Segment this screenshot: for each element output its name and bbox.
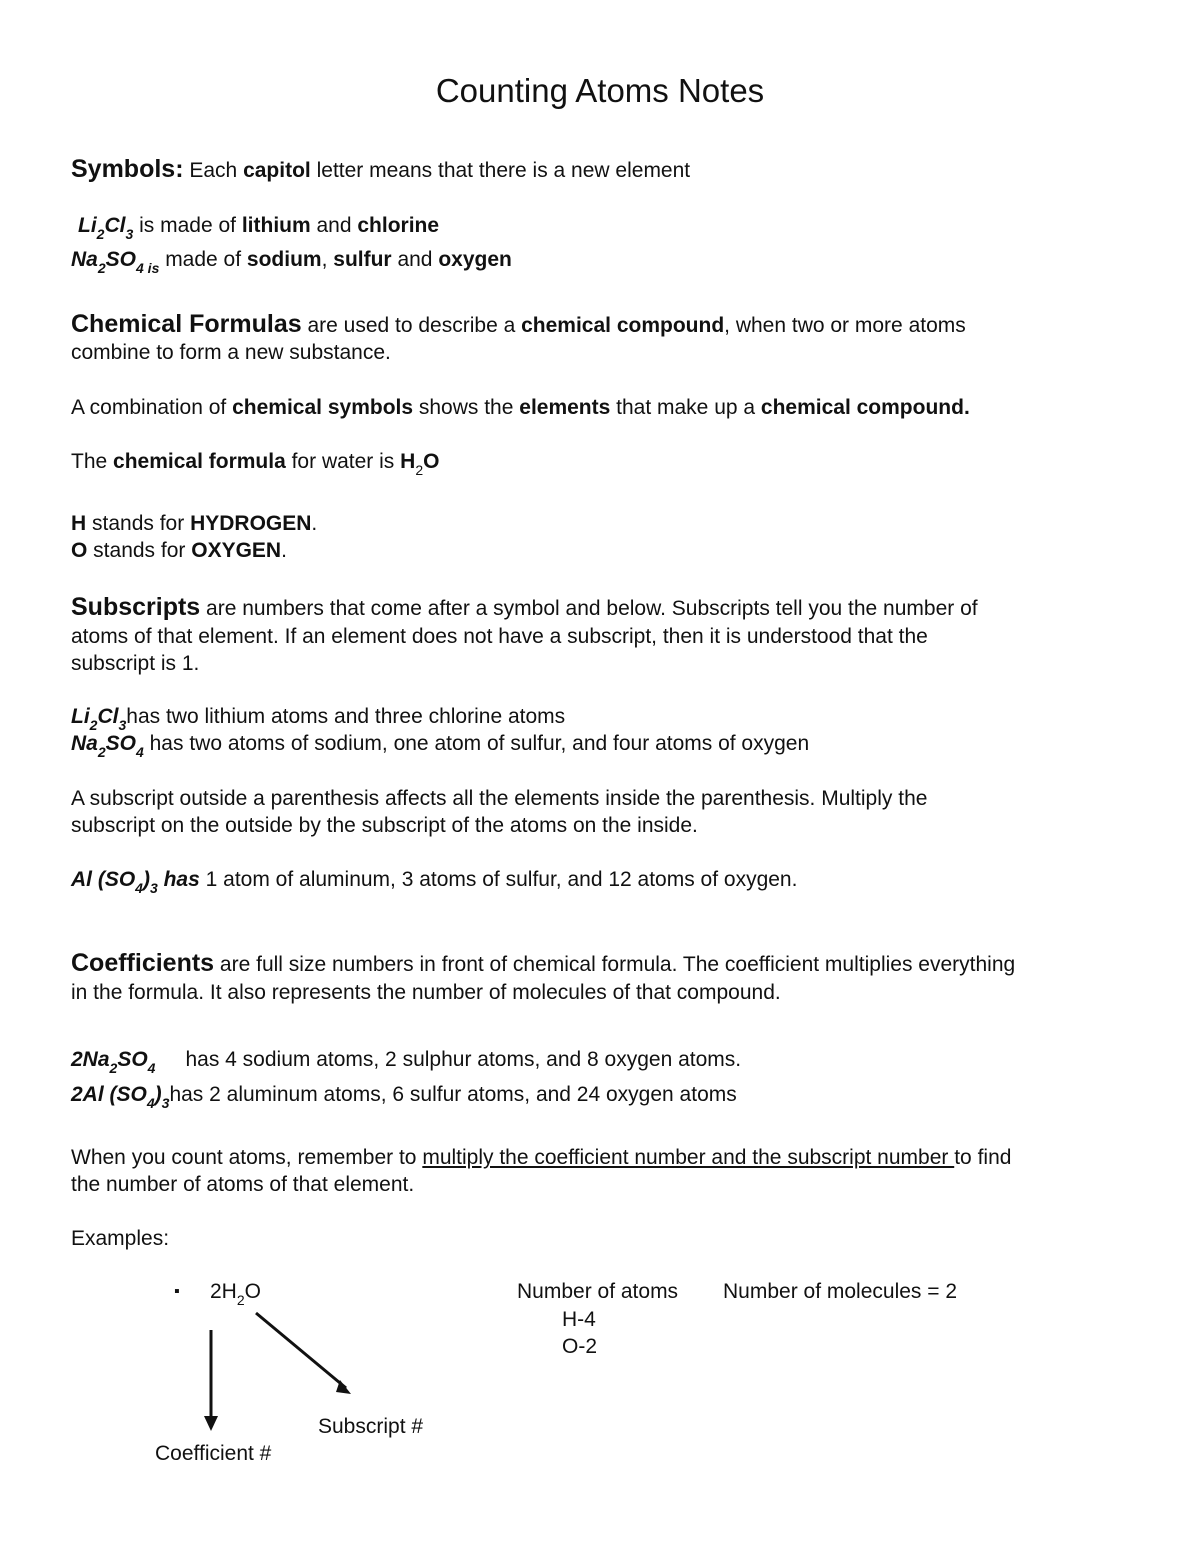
bold-text: O bbox=[71, 539, 88, 562]
subscript: 4 is bbox=[136, 260, 160, 276]
formula-part: has bbox=[157, 868, 200, 891]
formula-part: Cl bbox=[97, 705, 119, 728]
formula-part: SO bbox=[105, 732, 136, 755]
formulas-paragraph-line-2: combine to form a new substance. bbox=[71, 341, 391, 364]
coefficient-label: Coefficient # bbox=[155, 1442, 272, 1465]
subscript: 4 bbox=[147, 1060, 156, 1076]
formula-part: SO bbox=[117, 1048, 148, 1071]
bold-text: H bbox=[71, 512, 87, 535]
text: is made of bbox=[133, 214, 242, 237]
formula-part: O bbox=[244, 1280, 261, 1303]
subscript: 2 bbox=[109, 1060, 118, 1076]
formula-part: ) bbox=[142, 868, 150, 891]
formula-part: Al (SO bbox=[71, 868, 136, 891]
text: to find bbox=[954, 1146, 1012, 1169]
bold-text: capitol bbox=[243, 159, 311, 182]
text: , when two or more atoms bbox=[724, 314, 966, 337]
bold-text: HYDROGEN bbox=[190, 512, 312, 535]
text: has 2 aluminum atoms, 6 sulfur atoms, and 24 oxygen atoms bbox=[169, 1083, 737, 1106]
text: and bbox=[391, 248, 439, 271]
subscript: 4 bbox=[136, 744, 144, 760]
subscript: 2 bbox=[236, 1292, 245, 1308]
text: letter means that there is a new element bbox=[310, 159, 691, 182]
parenthesis-paragraph-line-1: A subscript outside a parenthesis affects all the elements inside the parenthesis. Multiply the bbox=[71, 787, 928, 810]
bold-text: sulfur bbox=[333, 248, 392, 271]
subscript: 3 bbox=[118, 717, 127, 733]
bold-text: chemical symbols bbox=[232, 396, 414, 419]
subscript-label: Subscript # bbox=[318, 1415, 424, 1438]
atom-count-hydrogen: H-4 bbox=[562, 1308, 596, 1331]
text: . bbox=[311, 512, 318, 535]
formula-part: Li bbox=[78, 214, 97, 237]
subscripts-paragraph-line-3: subscript is 1. bbox=[71, 652, 200, 675]
subscript: 3 bbox=[125, 226, 134, 242]
text: has two lithium atoms and three chlorine atoms bbox=[126, 705, 566, 728]
formula-part: SO bbox=[105, 248, 136, 271]
text: 1 atom of aluminum, 3 atoms of sulfur, and 12 atoms of oxygen. bbox=[199, 868, 798, 891]
subscript: 3 bbox=[161, 1095, 170, 1111]
examples-label: Examples: bbox=[71, 1227, 170, 1250]
text: shows the bbox=[413, 396, 520, 419]
text: are used to describe a bbox=[301, 314, 522, 337]
formula-part: 2H bbox=[210, 1280, 237, 1303]
bold-text: oxygen bbox=[438, 248, 512, 271]
bullet-icon: ▪ bbox=[174, 1283, 180, 1300]
bold-text: lithium bbox=[241, 214, 311, 237]
formula-part: Na bbox=[71, 732, 98, 755]
bold-text: chlorine bbox=[357, 214, 440, 237]
bold-text: O bbox=[423, 450, 440, 473]
text: A combination of bbox=[71, 396, 233, 419]
text: that make up a bbox=[610, 396, 761, 419]
subscript: 2 bbox=[415, 462, 424, 478]
text: The bbox=[71, 450, 114, 473]
coefficients-paragraph-line-2: in the formula. It also represents the number of molecules of that compound. bbox=[71, 981, 781, 1004]
formulas-heading: Chemical Formulas bbox=[71, 310, 302, 338]
subscript: 3 bbox=[149, 880, 158, 896]
coefficients-heading: Coefficients bbox=[71, 949, 215, 977]
text: for water is bbox=[285, 450, 401, 473]
formula-part: Cl bbox=[104, 214, 126, 237]
text: has 4 sodium atoms, 2 sulphur atoms, and 8 oxygen atoms. bbox=[185, 1048, 742, 1071]
formula-part: ) bbox=[154, 1083, 162, 1106]
coefficient-arrow bbox=[204, 1330, 218, 1431]
subscript: 2 bbox=[96, 226, 105, 242]
formula-part: Na bbox=[71, 248, 98, 271]
subscript: 4 bbox=[146, 1095, 155, 1111]
subscripts-paragraph-line-2: atoms of that element. If an element does not have a subscript, then it is understood that the bbox=[71, 625, 928, 648]
text: are full size numbers in front of chemical formula. The coefficient multiplies everything bbox=[214, 953, 1016, 976]
subscript: 2 bbox=[97, 260, 106, 276]
subscript: 4 bbox=[135, 880, 143, 896]
formula-part: 2Na bbox=[71, 1048, 110, 1071]
text: are numbers that come after a symbol and below. Subscripts tell you the number of bbox=[200, 597, 978, 620]
text: has two atoms of sodium, one atom of sulfur, and four atoms of oxygen bbox=[143, 732, 810, 755]
text: Each bbox=[183, 159, 244, 182]
text: stands for bbox=[87, 539, 192, 562]
bold-text: chemical compound. bbox=[760, 396, 970, 419]
page-title: Counting Atoms Notes bbox=[435, 72, 765, 109]
bold-text: sodium bbox=[246, 248, 322, 271]
bold-text: H bbox=[400, 450, 416, 473]
formula-part: 2Al (SO bbox=[71, 1083, 147, 1106]
bold-text: chemical compound bbox=[521, 314, 725, 337]
text: , bbox=[321, 248, 334, 271]
text: When you count atoms, remember to bbox=[71, 1146, 423, 1169]
formula-part: Li bbox=[71, 705, 90, 728]
subscript-arrow bbox=[256, 1313, 351, 1394]
text: . bbox=[281, 539, 287, 562]
atom-count-oxygen: O-2 bbox=[562, 1335, 598, 1358]
bold-text: chemical formula bbox=[113, 450, 286, 473]
atoms-label: Number of atoms bbox=[517, 1280, 679, 1303]
molecules-count: Number of molecules = 2 bbox=[723, 1280, 958, 1303]
underlined-text: multiply the coefficient number and the subscript number bbox=[422, 1146, 955, 1169]
text: stands for bbox=[86, 512, 191, 535]
subscript: 2 bbox=[89, 717, 98, 733]
parenthesis-paragraph-line-2: subscript on the outside by the subscript of the atoms on the inside. bbox=[71, 814, 698, 837]
text: made of bbox=[159, 248, 247, 271]
text: and bbox=[310, 214, 358, 237]
subscripts-heading: Subscripts bbox=[71, 593, 201, 621]
subscript: 2 bbox=[97, 744, 106, 760]
bold-text: elements bbox=[519, 396, 611, 419]
symbols-heading: Symbols: bbox=[71, 155, 184, 183]
count-atoms-paragraph-line-2: the number of atoms of that element. bbox=[71, 1173, 415, 1196]
bold-text: OXYGEN bbox=[191, 539, 282, 562]
